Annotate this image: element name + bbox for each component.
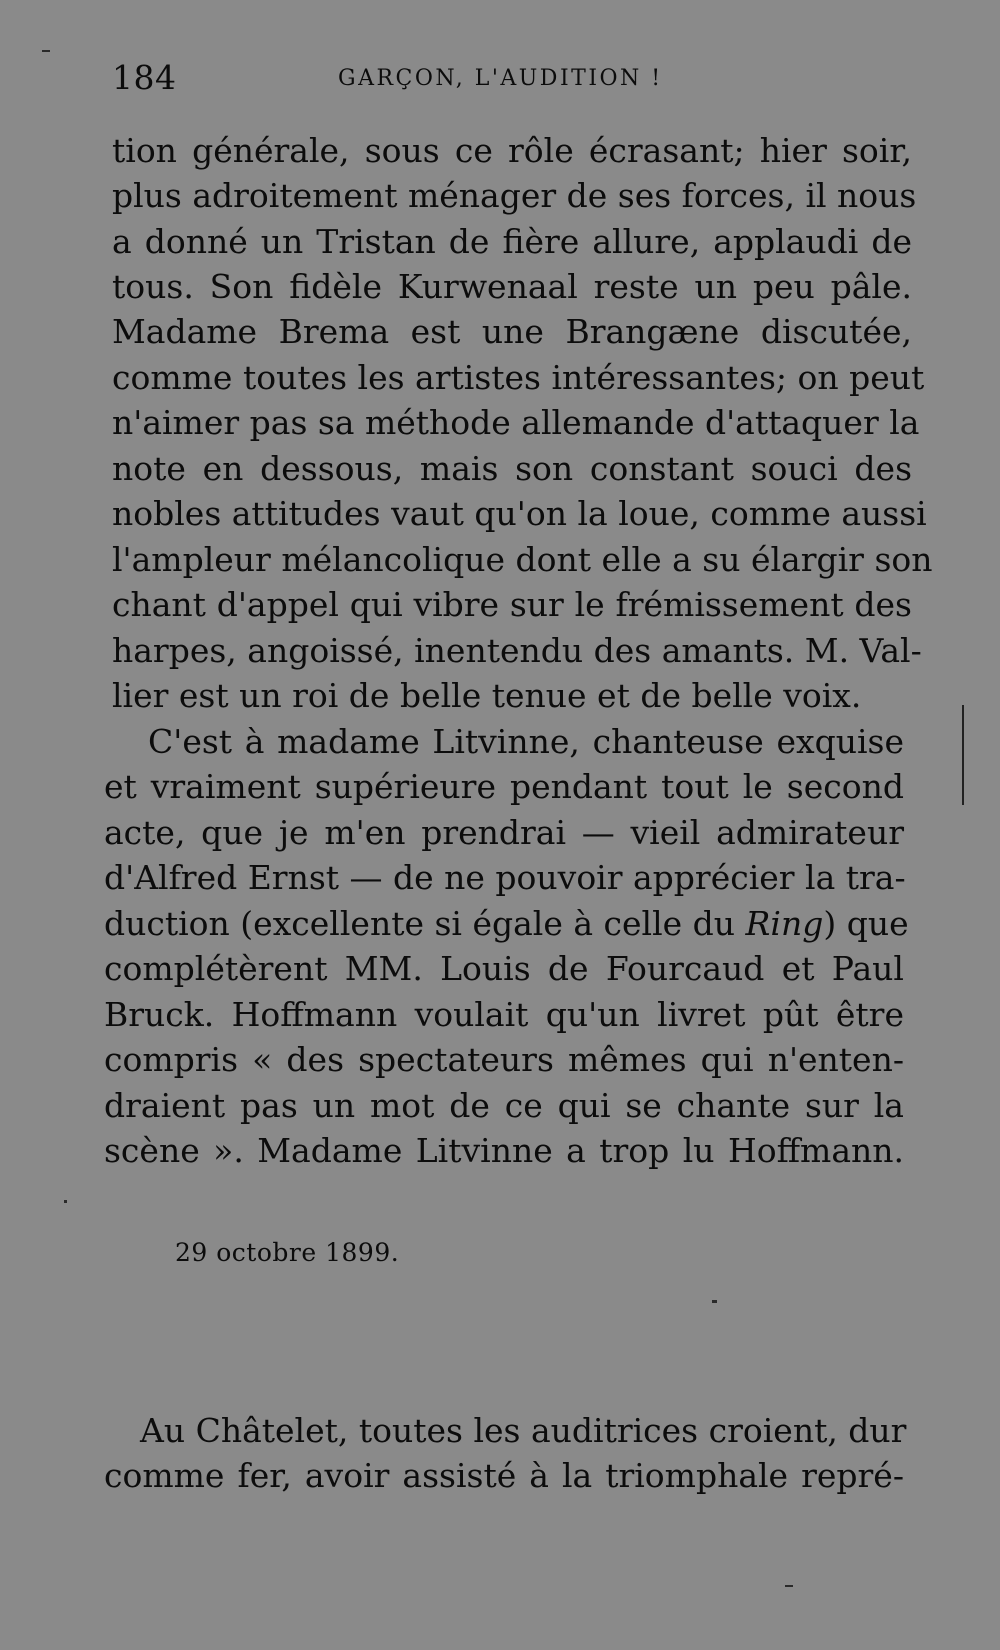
- italic-title: Ring: [745, 904, 824, 943]
- speck: [64, 1200, 67, 1203]
- text-line: chant d'appel qui vibre sur le frémissement des: [112, 585, 912, 624]
- text-line: tion générale, sous ce rôle écrasant; hier soir,: [112, 131, 912, 170]
- text-line: n'aimer pas sa méthode allemande d'attaquer la: [112, 403, 920, 442]
- text-line: C'est à madame Litvinne, chanteuse exquise: [148, 722, 904, 761]
- text-line: tous. Son fidèle Kurwenaal reste un peu pâle.: [112, 267, 912, 306]
- margin-mark: [962, 705, 964, 805]
- text-line: scène ». Madame Litvinne a trop lu Hoffmann.: [104, 1131, 904, 1170]
- text-line: l'ampleur mélancolique dont elle a su élargir son: [112, 540, 933, 579]
- text-line: Au Châtelet, toutes les auditrices croient, dur: [140, 1411, 907, 1450]
- text-line: harpes, angoissé, inentendu des amants. M. Val-: [112, 631, 922, 670]
- text-line: duction (excellente si égale à celle du Ring) que: [104, 904, 909, 943]
- text-line: d'Alfred Ernst — de ne pouvoir apprécier la tra-: [104, 858, 906, 897]
- text-line: Madame Brema est une Brangæne discutée,: [112, 312, 912, 351]
- page-header: [112, 58, 712, 108]
- text-line: comme toutes les artistes intéressantes; on peut: [112, 358, 925, 397]
- text-line: complétèrent MM. Louis de Fourcaud et Paul: [104, 949, 904, 988]
- speck: [712, 1300, 717, 1303]
- text-line: a donné un Tristan de fière allure, applaudi de: [112, 222, 912, 261]
- page-number: 184: [112, 58, 177, 97]
- text-line: nobles attitudes vaut qu'on la loue, comme aussi: [112, 494, 927, 533]
- text-line: Bruck. Hoffmann voulait qu'un livret pût être: [104, 995, 904, 1034]
- text-line: lier est un roi de belle tenue et de belle voix.: [112, 676, 862, 715]
- date-line: 29 octobre 1899.: [175, 1238, 400, 1267]
- running-title: GARÇON, L'AUDITION !: [338, 66, 663, 91]
- text-line: comme fer, avoir assisté à la triomphale repré-: [104, 1456, 904, 1495]
- text-line: acte, que je m'en prendrai — vieil admirateur: [104, 813, 904, 852]
- speck: [42, 50, 50, 52]
- text-line: et vraiment supérieure pendant tout le second: [104, 767, 904, 806]
- text-line: compris « des spectateurs mêmes qui n'enten-: [104, 1040, 904, 1079]
- text-line: draient pas un mot de ce qui se chante sur la: [104, 1086, 904, 1125]
- text-line: plus adroitement ménager de ses forces, il nous: [112, 176, 917, 215]
- text-line: note en dessous, mais son constant souci des: [112, 449, 912, 488]
- speck: [785, 1585, 793, 1587]
